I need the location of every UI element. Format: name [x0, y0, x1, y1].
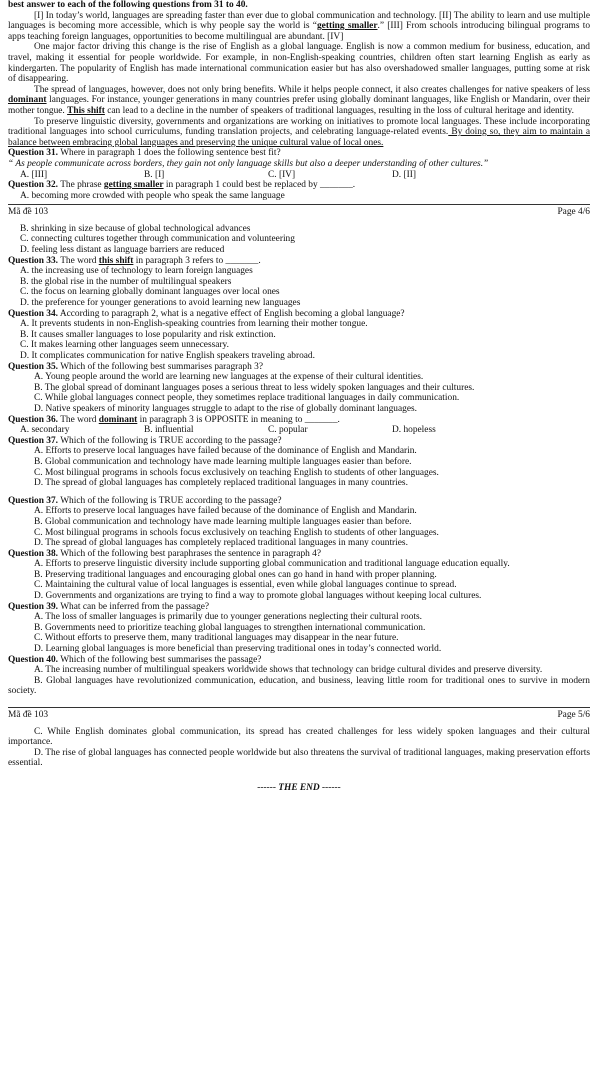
reading-passage	[8, 11, 590, 149]
quoted-sentence: “ As people communicate across borders, they gain not only language skills but also a deeper understanding of other cultures.”	[8, 158, 489, 169]
question-40: Question 40. Which of the following best summarises the passage? A. The increasing number of multilingual speakers worldwide shows that technology can bridge cultural divides and preserve diversity. B. Global languages have revolutionized communication, education, and business, leaving little room for traditional ones to survive in modern society.	[8, 654, 590, 697]
term-getting-smaller: getting smaller	[316, 21, 378, 32]
q33-option-d[interactable]: D. the preference for younger generations to avoid learning new languages	[20, 298, 301, 309]
question-31: Question 31. Where in paragraph 1 does the following sentence best fit? “ As people communicate across borders, they gain not only language skills but also a deeper understanding of other cultures.” A. [III] B. [I] C. [IV] D. [II]	[8, 148, 590, 180]
q34-option-d[interactable]: D. It complicates communication for native English speakers traveling abroad.	[20, 351, 315, 361]
the-end-marker: ------ THE END ------	[257, 782, 341, 793]
question-33: Question 33. The word this shift in paragraph 3 refers to _______. A. the increasing use of technology to learn foreign languages B. the global rise in the number of multilingual speakers C. the focus on learning globally dominant languages over local ones D. the preference for younger generations to avoid learning new languages	[8, 256, 590, 309]
exam-page	[8, 0, 590, 794]
page-footer-4	[8, 204, 590, 218]
q37-repeat-option-d[interactable]: D. The spread of global languages has completely replaced traditional languages in many countries.	[34, 538, 408, 549]
q39-option-b[interactable]: B. Governments need to prioritize teaching global languages to strengthen international communication.	[34, 622, 426, 633]
page-number: Page 4/6	[557, 207, 590, 218]
q40-option-a[interactable]: A. The increasing number of multilingual speakers worldwide shows that technology can bridge cultural divides and preserve diversity.	[34, 665, 543, 676]
page-number: Page 5/6	[557, 710, 590, 720]
passage-paragraph-3: The spread of languages, however, does not only bring benefits. While it helps people connect, it also creates challenges for native speakers of less dominant languages. For instance, younger generations in many countries prefer using globally dominant languages, like English or Mandarin, over their mother tongue. This shift can lead to a decline in the number of speakers of traditional languages, resulting in the loss of cultural heritage and identity.	[8, 84, 590, 116]
question-32: Question 32. The phrase getting smaller in paragraph 1 could best be replaced by _______. A. becoming more crowded with people who speak the same language	[8, 180, 590, 201]
q40-option-b[interactable]: B. Global languages have revolutionized communication, education, and business, leaving little room for traditional ones to survive in modern society.	[8, 675, 590, 697]
q37-option-d[interactable]: D. The spread of global languages has completely replaced traditional languages in many countries.	[34, 478, 408, 489]
q34-option-b[interactable]: B. It causes smaller languages to lose popularity and risk extinction.	[20, 329, 276, 340]
q39-option-a[interactable]: A. The loss of smaller languages is primarily due to younger generations neglecting their cultural roots.	[34, 612, 423, 623]
q37-repeat-option-a[interactable]: A. Efforts to preserve local languages have failed because of the dominance of English and Mandarin.	[34, 506, 417, 517]
q32-option-d[interactable]: D. feeling less distant as language barriers are reduced	[20, 245, 225, 256]
question-37-first: Question 37. Which of the following is TRUE according to the passage? A. Efforts to preserve local languages have failed because of the dominance of English and Mandarin. B. Global communication and technology have made learning multiple languages easier than before. C. Most bilingual programs in schools focus exclusively on teaching English to students of other languages. D. The spread of global languages has completely replaced traditional languages in many countries.	[8, 436, 590, 489]
q34-option-a[interactable]: A. It prevents students in non-English-speaking countries from learning their mother tongue.	[20, 319, 368, 330]
exam-code: Mã đề 103	[8, 710, 49, 720]
q36-option-d[interactable]: D. hopeless	[392, 425, 436, 436]
q31-option-a[interactable]: A. [III]	[20, 169, 48, 180]
q36-option-a[interactable]: A. secondary	[20, 425, 70, 436]
question-35: Question 35. Which of the following best summarises paragraph 3? A. Young people around the world are learning new languages at the expense of their cultural identities. B. The global spread of dominant languages poses a serious threat to less widely spoken languages and their cultures. C. While global languages connect people, they sometimes replace traditional languages in daily communication. D. Native speakers of minority languages struggle to adapt to the rise of globally dominant languages.	[8, 362, 590, 415]
q31-option-b[interactable]: B. [I]	[144, 169, 165, 180]
term-this-shift: This shift	[67, 105, 105, 116]
passage-paragraph-1: [I] In today’s world, languages are spreading faster than ever due to global communication and technology. [II] The ability to learn and use multiple languages is becoming more accessible, which is why people say the world is “getting smaller.” [III] From schools introducing bilingual programs to apps teaching foreign languages, opportunities to become multilingual are abundant. [IV]	[8, 10, 591, 42]
q34-option-c[interactable]: C. It makes learning other languages seem unnecessary.	[20, 340, 229, 351]
q32-option-c[interactable]: C. connecting cultures together through communication and volunteering	[20, 234, 295, 245]
q40-option-d[interactable]: D. The rise of global languages has connected people worldwide but also threatens the survival of traditional languages, making preservation efforts essential.	[8, 747, 590, 769]
q36-option-c[interactable]: C. popular	[268, 425, 308, 436]
q35-option-a[interactable]: A. Young people around the world are learning new languages at the expense of their cultural identities.	[34, 372, 424, 383]
question-39: Question 39. What can be inferred from the passage? A. The loss of smaller languages is primarily due to younger generations neglecting their cultural roots. B. Governments need to prioritize teaching global languages to strengthen international communication. C. Without efforts to preserve them, many traditional languages may disappear in the near future. D. Learning global languages is more beneficial than preserving traditional ones in today’s connected world.	[8, 602, 590, 655]
q39-option-d[interactable]: D. Learning global languages is more beneficial than preserving traditional ones in today’s connected world.	[34, 644, 442, 655]
passage-paragraph-4: To preserve linguistic diversity, governments and organizations are working on initiatives to promote local languages. These include incorporating traditional languages into school curriculums, funding translation projects, and celebrating language-related events. By doing so, they aim to maintain a balance between embracing global languages and preserving the unique cultural value of local ones.	[8, 116, 590, 148]
exam-code: Mã đề 103	[8, 207, 49, 218]
q38-option-c[interactable]: C. Maintaining the cultural value of local languages is essential, even while global languages continue to spread.	[34, 580, 457, 591]
section-instruction: best answer to each of the following questions from 31 to 40.	[8, 0, 248, 10]
q37-option-c[interactable]: C. Most bilingual programs in schools focus exclusively on teaching English to students of other languages.	[34, 467, 439, 478]
q37-option-a[interactable]: A. Efforts to preserve local languages have failed because of the dominance of English and Mandarin.	[34, 446, 417, 457]
term-dominant: dominant	[8, 95, 47, 106]
q39-option-c[interactable]: C. Without efforts to preserve them, many traditional languages may disappear in the near future.	[34, 633, 399, 644]
q31-option-c[interactable]: C. [IV]	[268, 169, 296, 180]
q32-option-b[interactable]: B. shrinking in size because of global technological advances	[20, 223, 251, 234]
q32-option-a[interactable]: A. becoming more crowded with people who speak the same language	[20, 190, 285, 201]
question-34: Question 34. According to paragraph 2, what is a negative effect of English becoming a global language? A. It prevents students in non-English-speaking countries from learning their mother tongue. B. It causes smaller languages to lose popularity and risk extinction. C. It makes learning other languages seem unnecessary. D. It complicates communication for native English speakers traveling abroad.	[8, 309, 590, 362]
q35-option-b[interactable]: B. The global spread of dominant languages poses a serious threat to less widely spoken languages and their cultures.	[34, 382, 475, 393]
page-footer-5	[8, 707, 590, 721]
q40-option-c[interactable]: C. While English dominates global communication, its spread has created challenges for less widely spoken languages and their cultural importance.	[8, 726, 590, 748]
q35-option-d[interactable]: D. Native speakers of minority languages struggle to adapt to the rise of globally dominant languages.	[34, 403, 417, 414]
q33-option-b[interactable]: B. the global rise in the number of multilingual speakers	[20, 276, 232, 287]
underlined-sentence: By doing so, they aim to maintain a balance between embracing global languages and preserving the unique cultural value of local ones.	[8, 127, 590, 148]
q37-repeat-option-c[interactable]: C. Most bilingual programs in schools focus exclusively on teaching English to students of other languages.	[34, 527, 439, 538]
q35-option-c[interactable]: C. While global languages connect people, they sometimes replace traditional languages in daily communication.	[34, 393, 460, 404]
passage-paragraph-2: One major factor driving this change is the rise of English as a global language. English is now a common medium for business, education, and travel, making it essential for people worldwide. For example, in non-English-speaking countries, children often start learning English as early as kindergarten. The popularity of English has made international communication easier but has also overshadowed smaller languages, putting some at risk of disappearing.	[8, 42, 590, 85]
q33-option-c[interactable]: C. the focus on learning globally dominant languages over local ones	[20, 287, 280, 298]
q38-option-b[interactable]: B. Preserving traditional languages and encouraging global ones can go hand in hand with proper planning.	[34, 569, 437, 580]
question-37-repeat: Question 37. Which of the following is TRUE according to the passage? A. Efforts to preserve local languages have failed because of the dominance of English and Mandarin. B. Global communication and technology have made learning multiple languages easier than before. C. Most bilingual programs in schools focus exclusively on teaching English to students of other languages. D. The spread of global languages has completely replaced traditional languages in many countries.	[8, 496, 590, 549]
q33-option-a[interactable]: A. the increasing use of technology to learn foreign languages	[20, 266, 253, 277]
q31-option-d[interactable]: D. [II]	[392, 169, 416, 180]
question-38: Question 38. Which of the following best paraphrases the sentence in paragraph 4? A. Efforts to preserve linguistic diversity include supporting global communication and traditional language education equally. B. Preserving traditional languages and encouraging global ones can go hand in hand with proper planning. C. Maintaining the cultural value of local languages is essential, even while global languages continue to spread. D. Governments and organizations are trying to find a way to promote global languages without keeping local cultures.	[8, 549, 590, 602]
q37-repeat-option-b[interactable]: B. Global communication and technology have made learning multiple languages easier than before.	[34, 516, 412, 527]
question-36: Question 36. The word dominant in paragraph 3 is OPPOSITE in meaning to _______. A. secondary B. influential C. popular D. hopeless	[8, 415, 590, 436]
q38-option-a[interactable]: A. Efforts to preserve linguistic diversity include supporting global communication and traditional language education equally.	[34, 559, 510, 570]
q36-option-b[interactable]: B. influential	[144, 425, 194, 436]
q38-option-d[interactable]: D. Governments and organizations are trying to find a way to promote global languages without keeping local cultures.	[34, 591, 482, 602]
q37-option-b[interactable]: B. Global communication and technology have made learning multiple languages easier than before.	[34, 456, 412, 467]
